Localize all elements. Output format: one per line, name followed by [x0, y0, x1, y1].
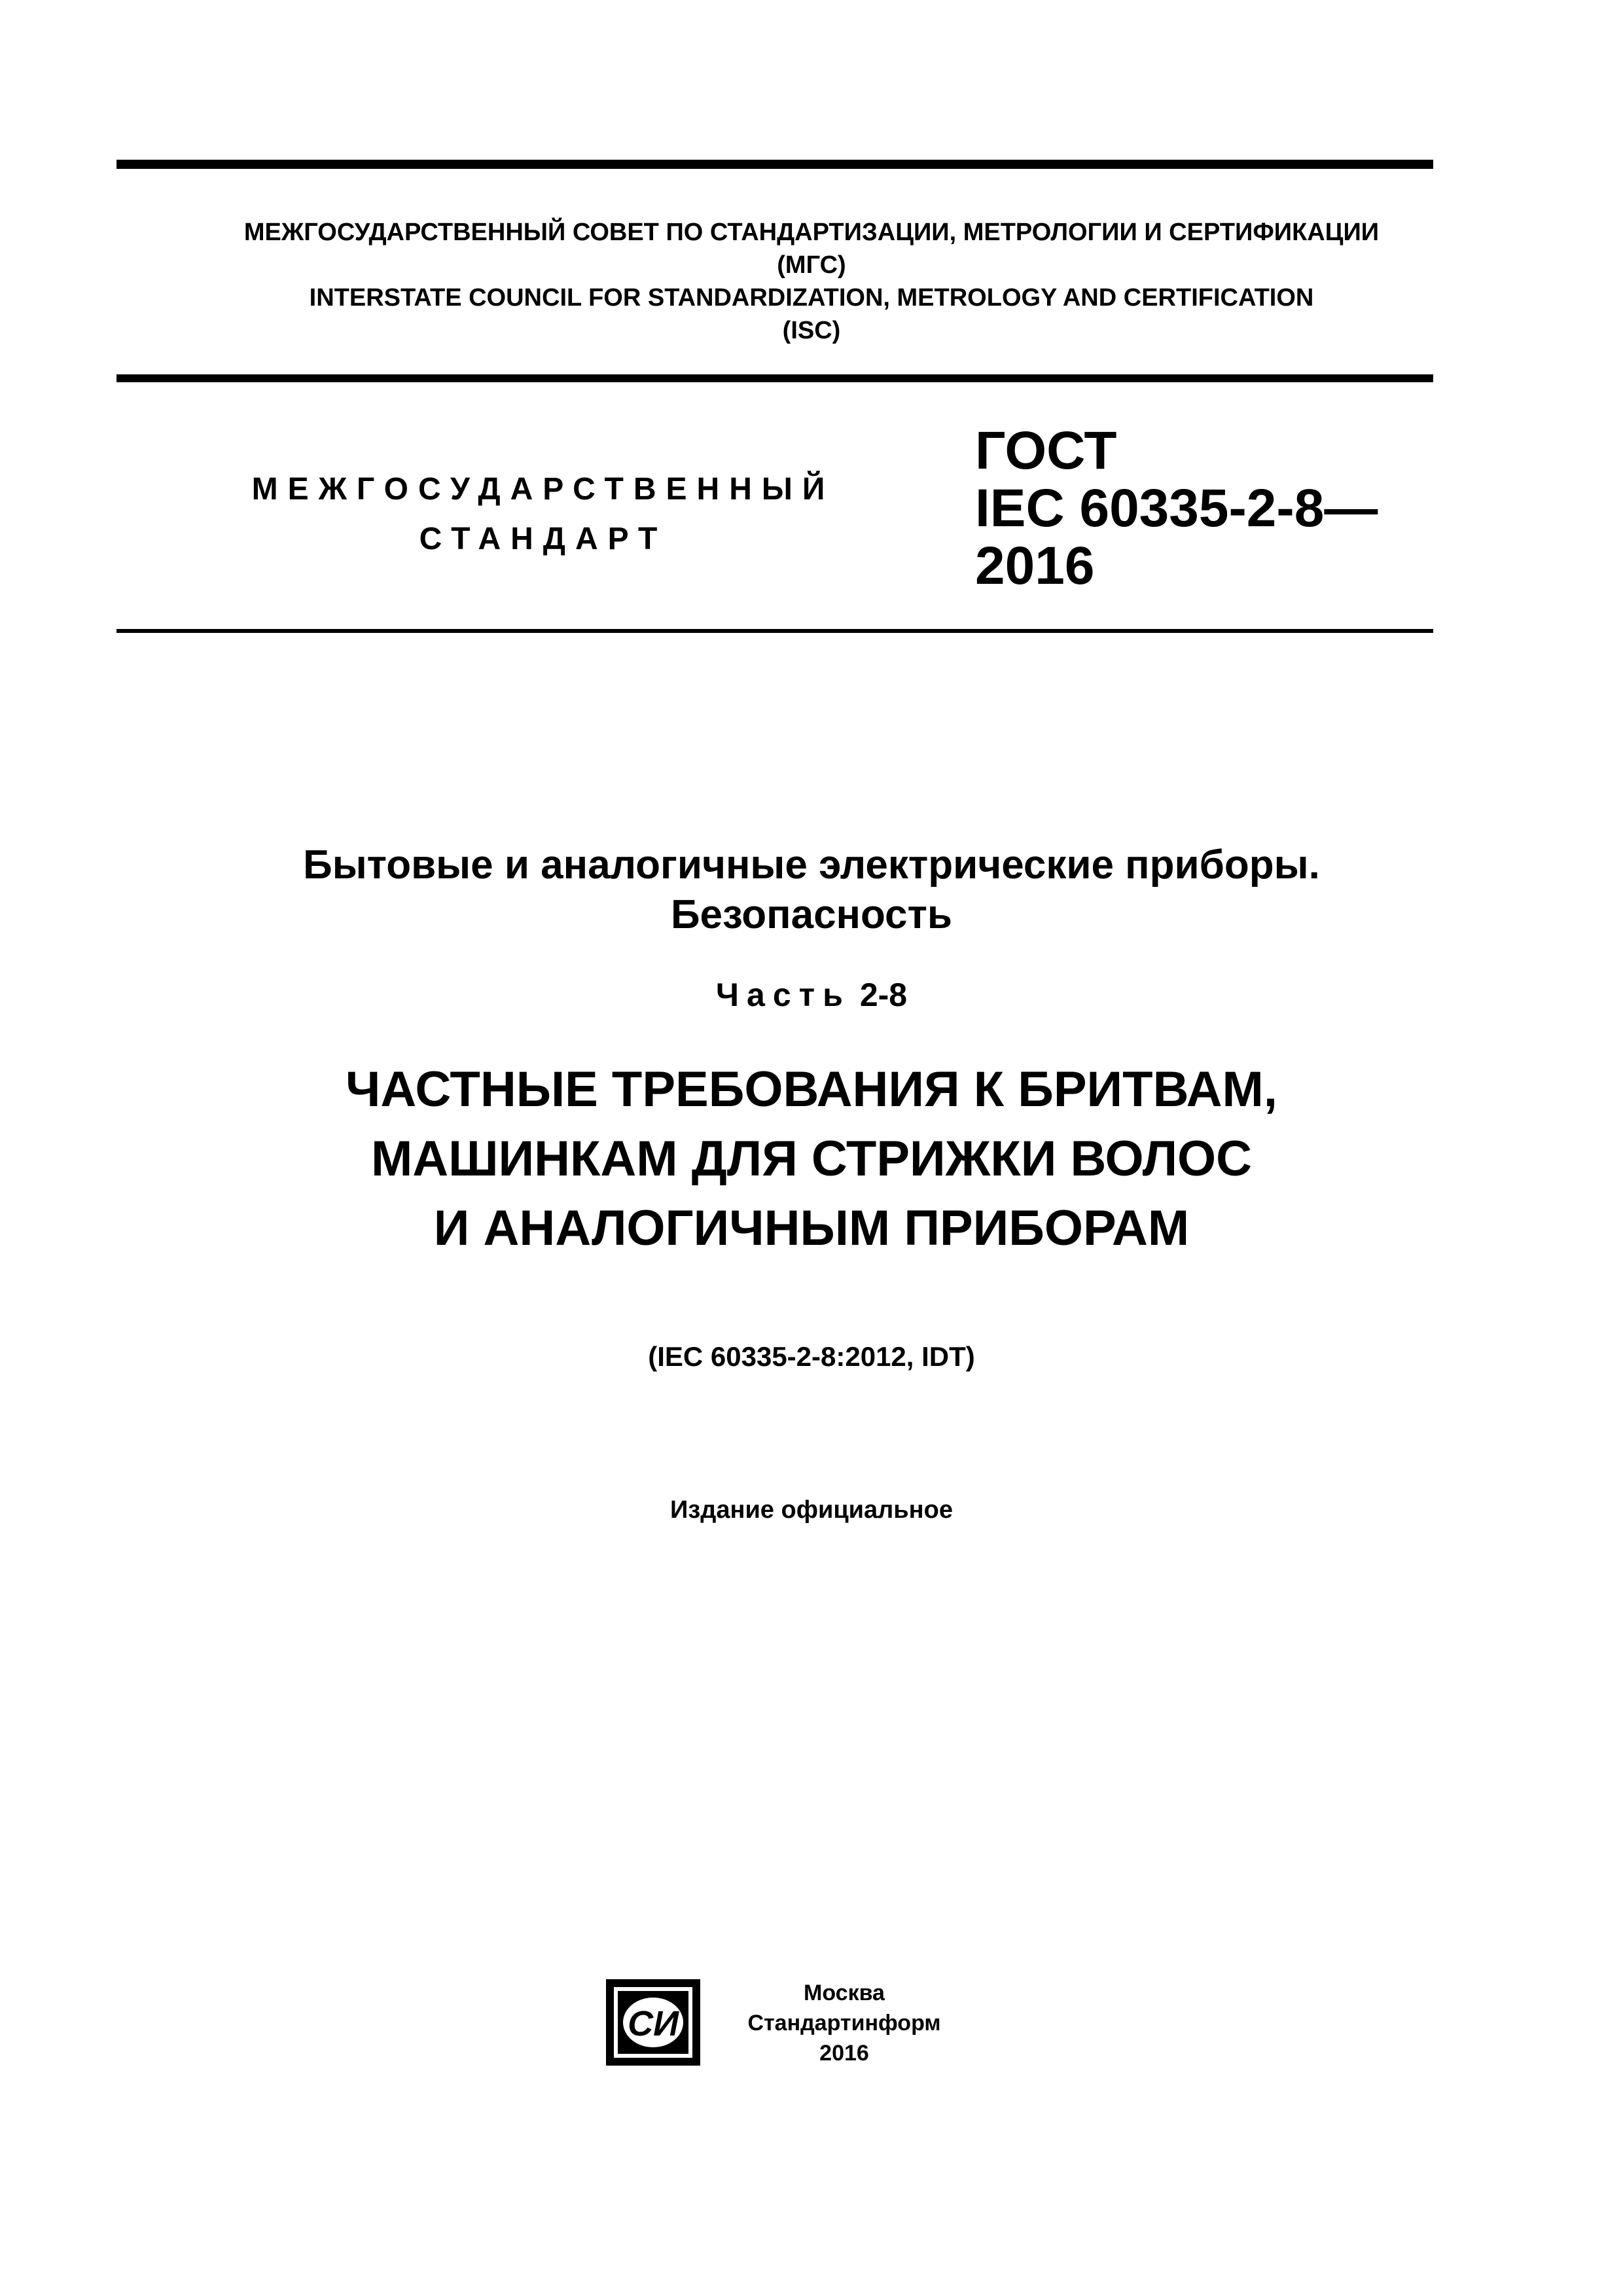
logo-letters: СИ	[628, 2004, 679, 2043]
standard-label-line2: СТАНДАРТ	[419, 522, 668, 556]
publisher-city: Москва	[804, 1981, 885, 2005]
standard-type-label	[223, 465, 864, 564]
part-number: 2-8	[859, 977, 908, 1013]
middle-rule	[116, 374, 1433, 382]
specific-title-line1: ЧАСТНЫЕ ТРЕБОВАНИЯ К БРИТВАМ,	[346, 1062, 1277, 1117]
designation-line2: IEC 60335-2-8—	[975, 478, 1378, 538]
council-en-abbr: (ISC)	[782, 317, 841, 344]
council-header	[0, 216, 1623, 347]
designation-line3: 2016	[975, 536, 1095, 596]
council-en-name: INTERSTATE COUNCIL FOR STANDARDIZATION, METROLOGY AND CERTIFICATION	[309, 284, 1314, 312]
standard-label-line1: МЕЖГОСУДАРСТВЕННЫЙ	[251, 472, 835, 507]
identity-reference: (IEC 60335-2-8:2012, IDT)	[648, 1341, 975, 1372]
standartinform-logo-icon	[605, 1978, 702, 2067]
part-label	[0, 974, 1623, 1016]
specific-title	[0, 1055, 1623, 1263]
publisher-name: Стандартинформ	[747, 2011, 941, 2036]
general-title-line1: Бытовые и аналогичные электрические приборы.	[303, 842, 1320, 888]
top-rule	[116, 160, 1433, 169]
council-ru-abbr: (МГС)	[777, 251, 846, 279]
general-title	[0, 840, 1623, 940]
part-word: Часть	[715, 977, 851, 1013]
logo-graphic	[605, 1978, 702, 2067]
specific-title-line2: МАШИНКАМ ДЛЯ СТРИЖКИ ВОЛОС	[370, 1131, 1253, 1187]
council-ru-name: МЕЖГОСУДАРСТВЕННЫЙ СОВЕТ ПО СТАНДАРТИЗАЦИИ, МЕТРОЛОГИИ И СЕРТИФИКАЦИИ	[243, 219, 1380, 246]
designation-line1: ГОСТ	[975, 421, 1117, 480]
standard-designation	[975, 422, 1427, 595]
lower-rule	[116, 629, 1433, 633]
edition-note: Издание официальное	[670, 1496, 953, 1524]
general-title-line2: Безопасность	[670, 892, 953, 937]
specific-title-line3: И АНАЛОГИЧНЫМ ПРИБОРАМ	[433, 1200, 1190, 1256]
publisher-block	[720, 1978, 969, 2068]
publisher-year: 2016	[819, 2041, 869, 2066]
